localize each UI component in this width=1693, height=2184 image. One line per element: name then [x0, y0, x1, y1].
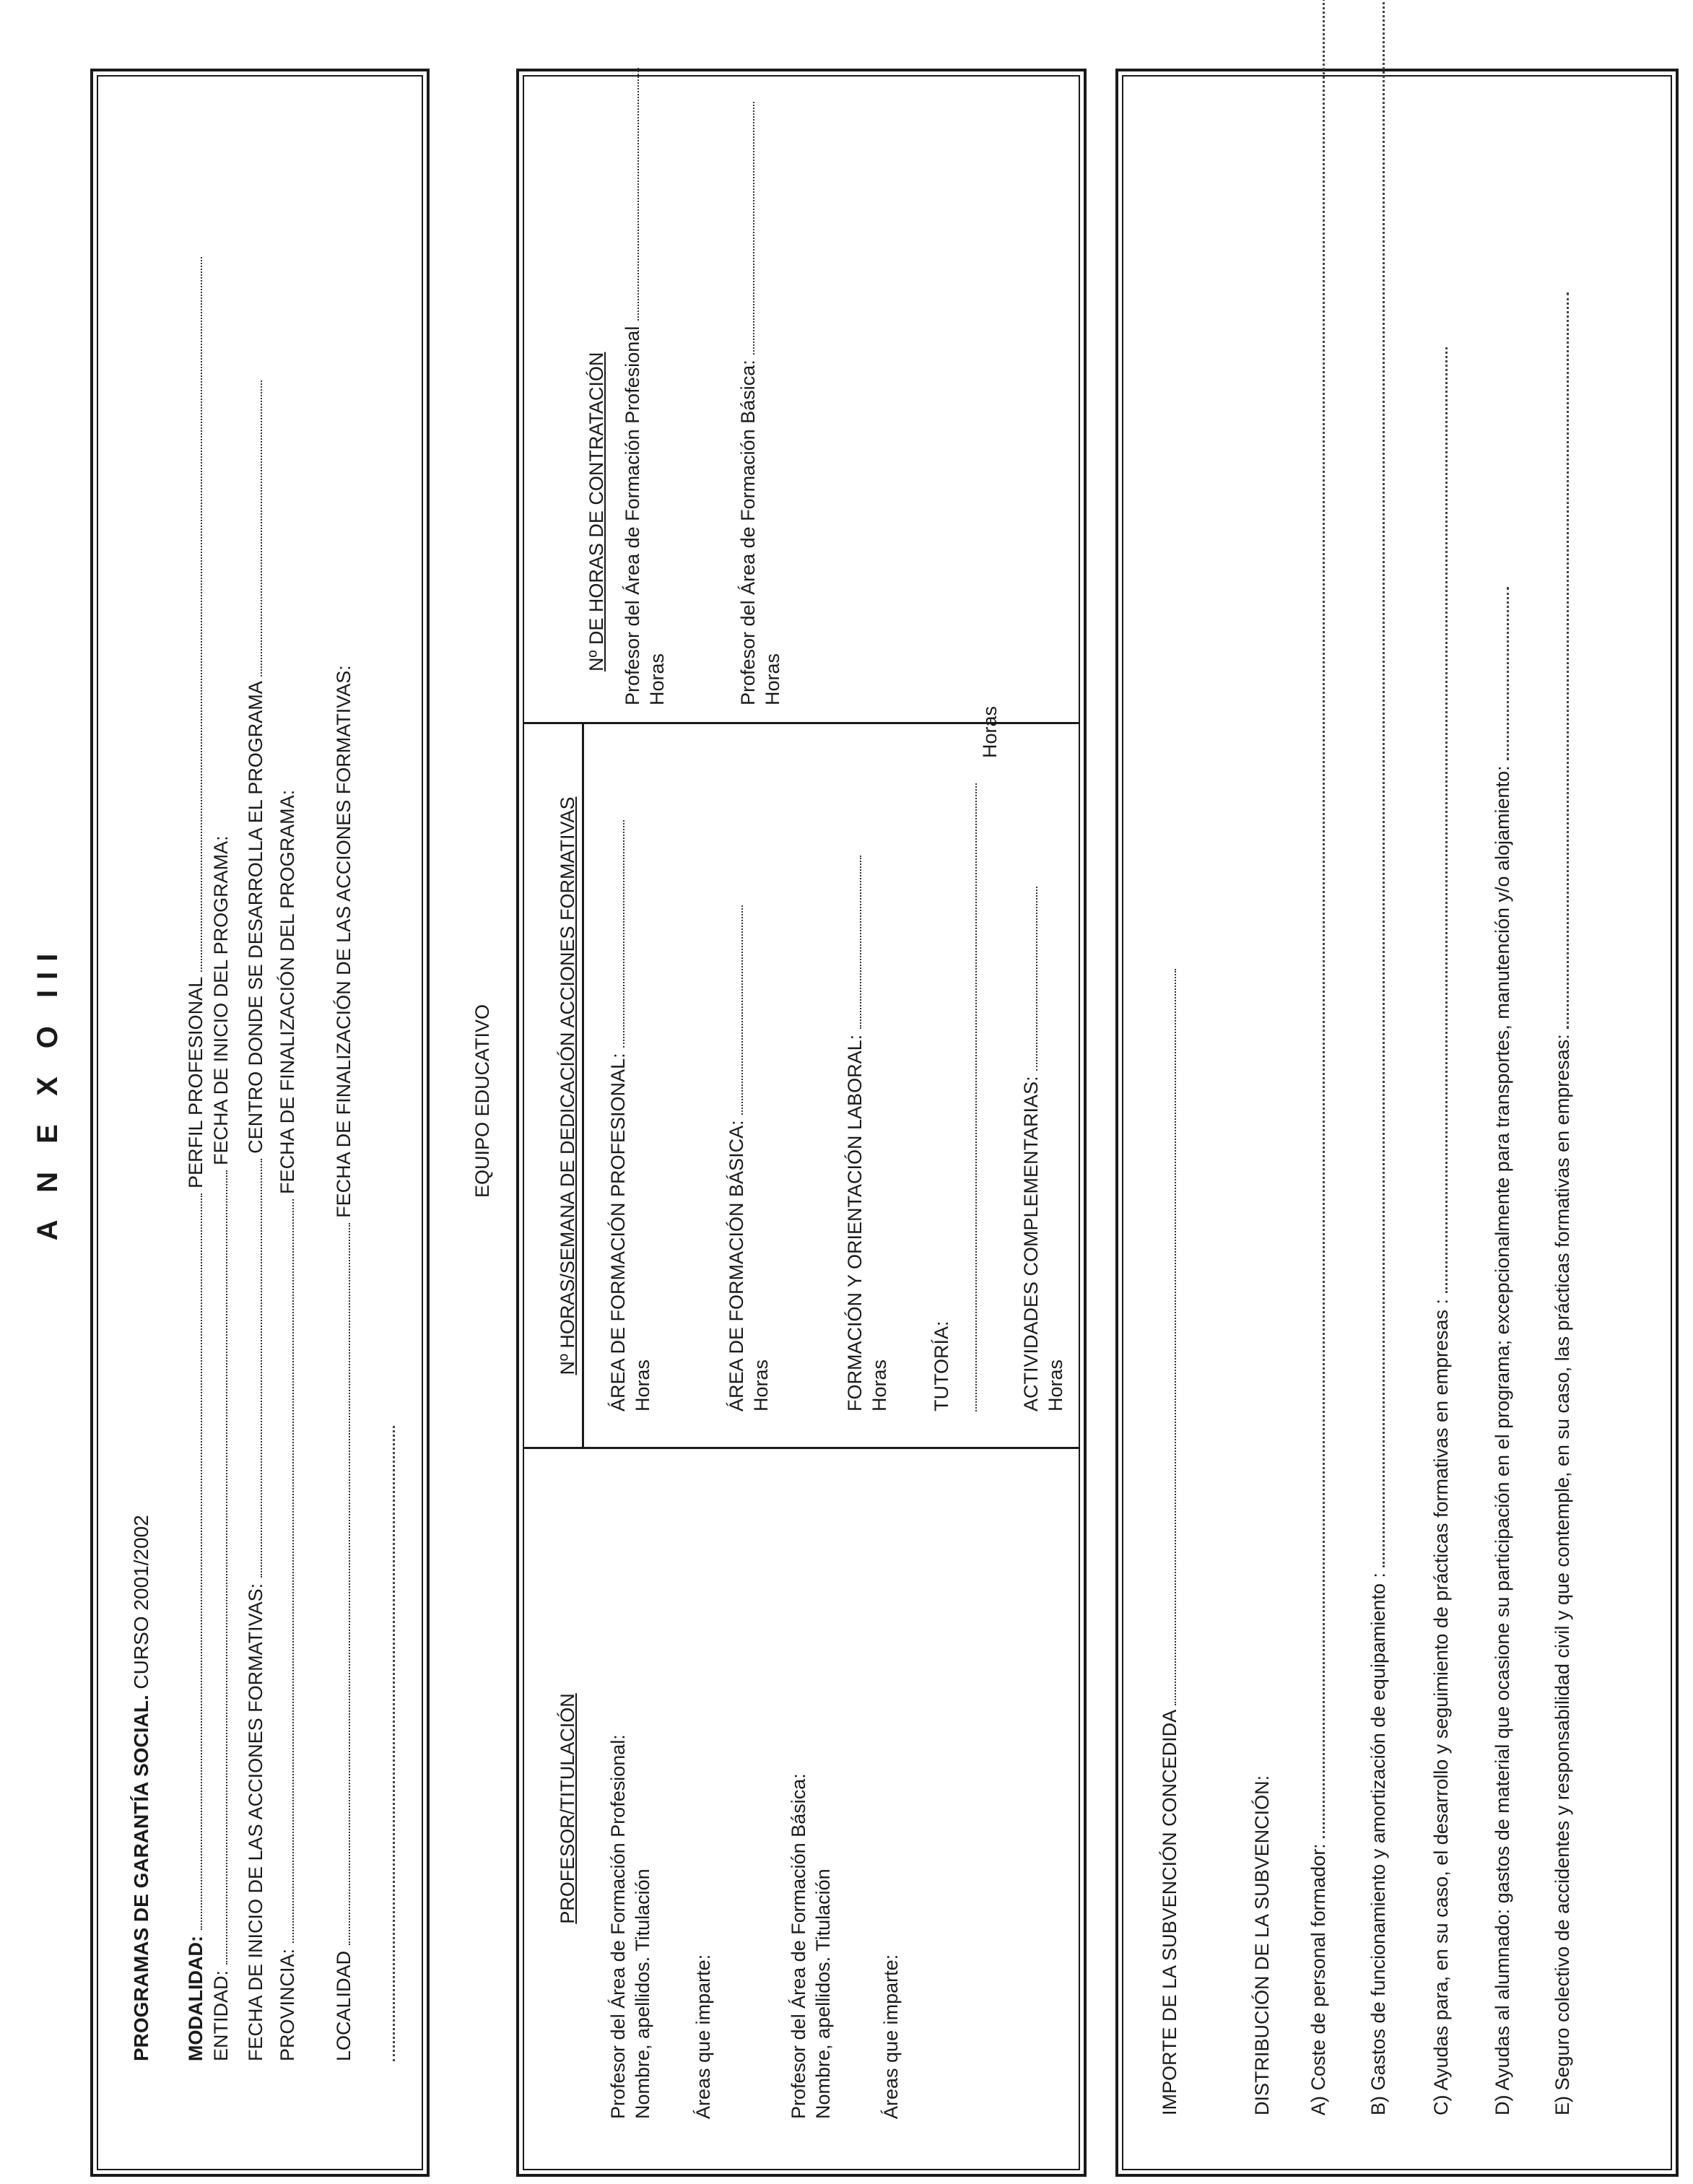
- item-d-row: D) Ayudas al alumnado: gastos de material que ocasione su participación en el programa; excepcionalmente para transportes, manutención y/o alojamiento:: [1491, 587, 1514, 2115]
- subvencion-box: [1115, 69, 1679, 2177]
- importe-field[interactable]: [1174, 969, 1176, 1705]
- contrato-fb-row: Profesor del Área de Formación Básica:: [736, 102, 760, 705]
- prof-fb-name-label: Nombre, apellidos. Titulación: [812, 1868, 834, 2119]
- fol-horas: Horas: [869, 1359, 890, 1411]
- item-a-field[interactable]: [1322, 0, 1325, 1838]
- tutoria-label: TUTORÍA:: [931, 1321, 952, 1411]
- fecha-fin-acciones-label: FECHA DE FINALIZACIÓN DE LAS ACCIONES FORMATIVAS:: [333, 665, 354, 1218]
- signature-field[interactable]: [392, 1426, 395, 2061]
- entidad-label: ENTIDAD:: [210, 1970, 232, 2061]
- area-fp-row: ÁREA DE FORMACIÓN PROFESIONAL:: [606, 820, 630, 1411]
- localidad-row: [332, 665, 355, 2061]
- area-fb-hours-field[interactable]: [741, 905, 743, 1115]
- prof-fp-name-label: Nombre, apellidos. Titulación: [632, 1868, 653, 2119]
- modalidad-row: [184, 257, 207, 2061]
- tutoria-horas: Horas: [979, 705, 1001, 758]
- actividades-hours-field[interactable]: [1035, 887, 1037, 1071]
- col-profesor-header: PROFESOR/TITULACIÓN: [557, 1693, 578, 1924]
- areas-imparte-1-label: Áreas que imparte:: [692, 1954, 714, 2119]
- fol-hours-field[interactable]: [859, 856, 861, 1029]
- importe-row: IMPORTE DE LA SUBVENCIÓN CONCEDIDA: [1158, 969, 1181, 2115]
- actividades-horas: Horas: [1045, 1359, 1066, 1411]
- entidad-field[interactable]: [225, 1170, 227, 1965]
- area-fb-row: ÁREA DE FORMACIÓN BÁSICA:: [725, 905, 748, 1411]
- area-fb-horas: Horas: [750, 1359, 772, 1411]
- annex-title: A N E X O III: [32, 943, 64, 1241]
- contrato-fp-hours-field[interactable]: [637, 68, 639, 321]
- column-header-divider: [582, 724, 584, 1449]
- item-a-row: A) Coste de personal formador:: [1307, 0, 1330, 2115]
- contrato-fb-horas: Horas: [762, 653, 783, 705]
- tutoria-hours-field[interactable]: [975, 783, 977, 1411]
- prof-fp-label: Profesor del Área de Formación Profesional:: [607, 1734, 629, 2119]
- areas-imparte-2-label: Áreas que imparte:: [880, 1954, 902, 2119]
- contrato-fb-hours-field[interactable]: [752, 102, 754, 354]
- item-d-field[interactable]: [1506, 587, 1509, 760]
- provincia-label: PROVINCIA:: [277, 1948, 298, 2061]
- item-b-field[interactable]: [1382, 0, 1385, 1567]
- equipo-educativo-title: EQUIPO EDUCATIVO: [471, 1004, 493, 1198]
- provincia-field[interactable]: [292, 1199, 294, 1943]
- provincia-row: [276, 790, 299, 2061]
- column-divider-1: [523, 1447, 1079, 1449]
- contrato-fp-horas: Horas: [646, 653, 668, 705]
- col-horas-semana-header: Nº HORAS/SEMANA DE DEDICACIÓN ACCIONES FORMATIVAS: [557, 796, 578, 1375]
- area-fp-hours-field[interactable]: [622, 820, 624, 1048]
- signature-line-row: [377, 1426, 400, 2061]
- perfil-field[interactable]: [200, 257, 202, 972]
- tutoria-row: [959, 783, 982, 1411]
- program-title-line: [130, 1515, 153, 2061]
- fecha-inicio-acciones-row: [244, 380, 267, 2061]
- prof-fb-label: Profesor del Área de Formación Básica:: [788, 1773, 809, 2119]
- contrato-fp-row: Profesor del Área de Formación Profesional: [621, 68, 644, 705]
- col-horas-contratacion-header: Nº DE HORAS DE CONTRATACIÓN: [586, 352, 607, 671]
- fecha-inicio-programa-label: FECHA DE INICIO DEL PROGRAMA:: [210, 835, 232, 1165]
- entidad-row: [209, 835, 232, 2061]
- modalidad-field[interactable]: [200, 1194, 202, 1931]
- distribucion-label: DISTRIBUCIÓN DE LA SUBVENCIÓN:: [1251, 1775, 1273, 2115]
- centro-field[interactable]: [260, 380, 262, 676]
- localidad-label: LOCALIDAD: [333, 1950, 354, 2061]
- actividades-row: ACTIVIDADES COMPLEMENTARIAS:: [1019, 887, 1043, 1411]
- program-course: CURSO 2001/2002: [130, 1515, 152, 1689]
- fecha-inicio-acciones-field[interactable]: [260, 1159, 262, 1578]
- fecha-fin-programa-label: FECHA DE FINALIZACIÓN DEL PROGRAMA:: [277, 789, 298, 1194]
- program-title: PROGRAMAS DE GARANTÍA SOCIAL.: [130, 1694, 152, 2061]
- item-c-row: C) Ayudas para, en su caso, el desarrollo y seguimiento de prácticas formativas en empresas :: [1429, 347, 1453, 2115]
- fol-row: FORMACIÓN Y ORIENTACIÓN LABORAL:: [843, 856, 866, 1411]
- item-e-row: E) Seguro colectivo de accidentes y responsabilidad civil y que contemple, en su caso, las prácticas formativas en empresas:: [1551, 292, 1574, 2115]
- centro-label: CENTRO DONDE SE DESARROLLA EL PROGRAMA: [245, 682, 266, 1154]
- area-fp-horas: Horas: [632, 1359, 653, 1411]
- modalidad-label: MODALIDAD:: [185, 1936, 206, 2061]
- item-c-field[interactable]: [1445, 347, 1448, 1293]
- localidad-field[interactable]: [348, 1223, 350, 1945]
- perfil-label: PERFIL PROFESIONAL: [185, 977, 206, 1188]
- item-b-row: B) Gastos de funcionamiento y amortización de equipamiento :: [1367, 0, 1390, 2115]
- item-e-field[interactable]: [1566, 292, 1569, 1029]
- fecha-inicio-acciones-label: FECHA DE INICIO DE LAS ACCIONES FORMATIVAS:: [245, 1583, 266, 2061]
